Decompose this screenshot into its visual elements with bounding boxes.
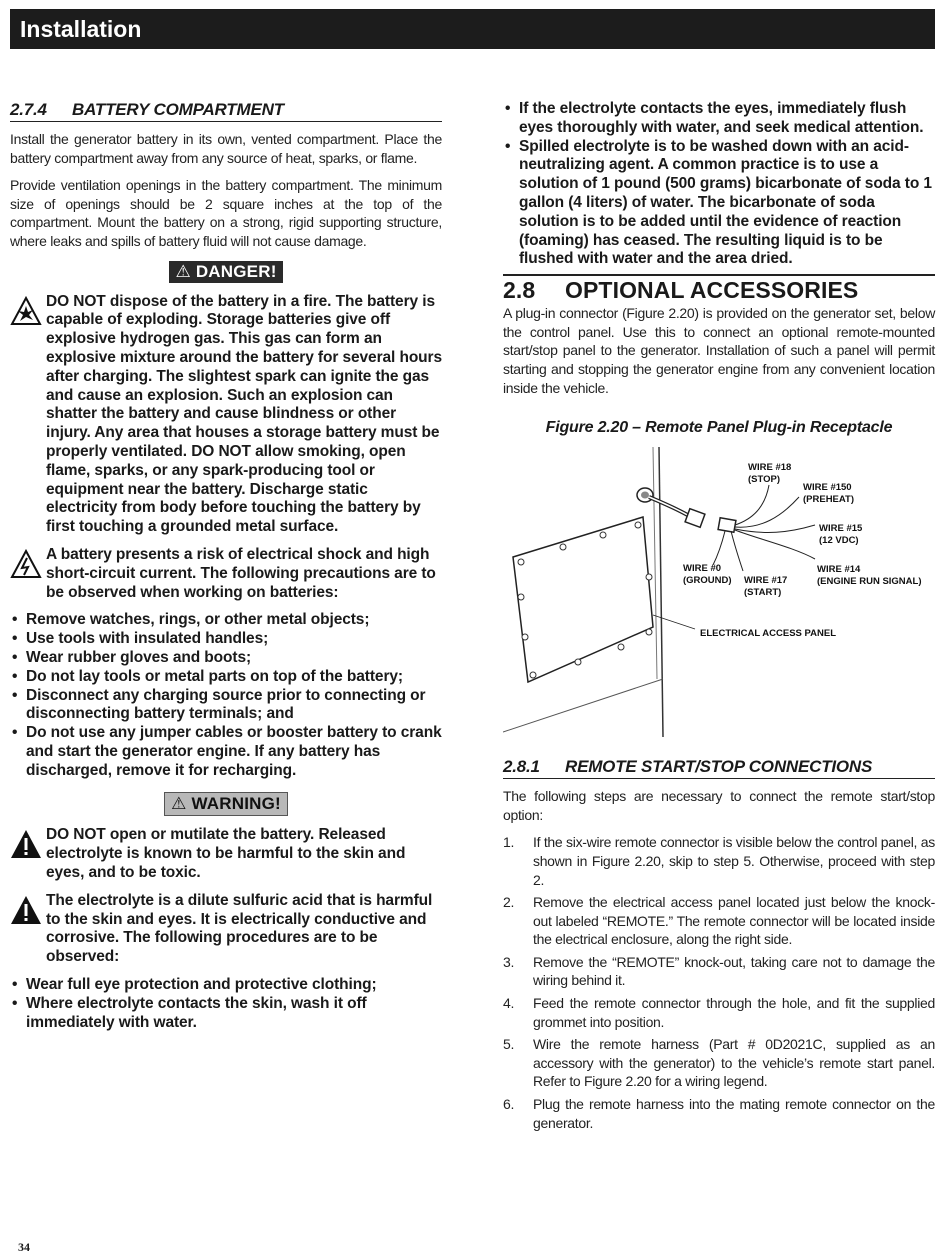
shock-warning [10,546,442,602]
remote-panel-figure [503,447,935,737]
list-item: 4. Feed the remote connector through the hole, and fit the supplied grommet into position. [503,995,935,1030]
wire0-label: WIRE #0 [683,563,722,575]
exclamation-warning-icon [10,895,42,925]
exclamation-warning-icon [10,829,42,859]
header-title: Installation [20,16,142,42]
accessories-paragraph: A plug-in connector (Figure 2.20) is provided on the generator set, below the control panel. Use this to connect an optional remote-mounted start/stop panel to the generator. Installation of such a panel will permit starting and stopping the generator engine from any convenient location inside the vehicle. [503,305,935,396]
electrolyte-warning-1 [10,826,442,882]
heading-title: REMOTE START/STOP CONNECTIONS [565,757,873,777]
right-column [503,100,935,1136]
list-item: 1. If the six-wire remote connector is visible below the control panel, as shown in Figure 2.20, skip to step 5. Otherwise, proceed with step 2. [503,834,935,888]
explosion-hazard-icon [10,296,42,326]
heading-title: OPTIONAL ACCESSORIES [565,277,859,304]
left-column [10,100,442,1032]
wire0-sublabel: (GROUND) [683,575,732,587]
danger-text: DO NOT dispose of the battery in a fire. The battery is capable of exploding. Storage batteries give off explosive hydrogen gas. This gas can form an explosive mixture around the battery for several hours after charging. The slightest spark can ignite the gas and cause an explosion. Such an explosion can shatter the battery and cause blindness or other injury. Any area that houses a storage battery must be properly ventilated. DO NOT allow smoking, open flame, sparks, or any spark-producing tool or equipment near the battery. Discharge static electricity from body before touching the battery by first touching a grounded metal surface. [46,292,443,536]
warning-text-2: The electrolyte is a dilute sulfuric acid that is harmful to the skin and eyes. It is electrically conductive and corrosive. The following procedures are to be observed: [46,891,433,966]
list-item: • Spilled electrolyte is to be washed down with an acid-neutralizing agent. A common practice is to use a solution of 1 pound (500 grams) bicarbonate of soda to 1 gallon (4 liters) of water. The bicarbonate of soda solution is to be added until the evidence of reaction (foaming) has ceased. The resulting liquid is to be flushed with water and the area dried. [503,138,935,270]
remote-intro: The following steps are necessary to connect the remote start/stop option: [503,788,935,823]
warning-label: ⚠ WARNING! [164,792,288,816]
precautions-list [10,611,442,780]
access-panel-label: ELECTRICAL ACCESS PANEL [700,628,837,640]
wire18-label: WIRE #18 [748,462,792,474]
heading-number: 2.8.1 [503,757,540,777]
wire15-label: WIRE #15 [819,523,863,535]
list-item: • Wear rubber gloves and boots; [10,649,442,668]
wire15-sublabel: (12 VDC) [819,535,859,547]
list-item: • Remove watches, rings, or other metal objects; [10,611,442,630]
warning-text-1: DO NOT open or mutilate the battery. Released electrolyte is known to be harmful to the skin and eyes, and to be toxic. [46,826,406,882]
warning-triangle-icon: ⚠ [171,794,187,814]
danger-label: ⚠ DANGER! [169,261,282,283]
heading-title: BATTERY COMPARTMENT [72,100,284,119]
page-header [10,9,935,49]
electrical-access-panel [513,517,653,682]
list-item: • Where electrolyte contacts the skin, wash it off immediately with water. [10,995,442,1033]
electrical-shock-icon [10,549,42,579]
warning-triangle-icon: ⚠ [175,261,191,281]
wire18-sublabel: (STOP) [748,474,781,486]
procedures-list-continued [503,100,935,269]
explosion-warning [10,293,442,537]
remote-panel-diagram [503,447,935,737]
optional-accessories-heading [503,274,935,304]
electrolyte-warning-2 [10,892,442,967]
list-item: • Use tools with insulated handles; [10,630,442,649]
procedures-list [10,976,442,1032]
remote-steps-list [503,833,935,1132]
harness-connector [718,518,736,533]
list-item: • If the electrolyte contacts the eyes, immediately flush eyes thoroughly with water, and seek medical attention. [503,100,935,138]
list-item: • Disconnect any charging source prior to connecting or disconnecting battery terminals; and [10,687,442,725]
list-item: • Do not lay tools or metal parts on top of the battery; [10,668,442,687]
wire150-sublabel: (PREHEAT) [803,494,855,506]
wire14-label: WIRE #14 [817,564,861,576]
wire14-sublabel: (ENGINE RUN SIGNAL) [817,576,922,588]
remote-connections-heading [503,757,935,779]
housing-edge [659,447,663,737]
list-item: • Wear full eye protection and protective clothing; [10,976,442,995]
housing-edge-inner [653,447,657,679]
label-leaders [653,615,695,629]
list-item: 3. Remove the “REMOTE” knock-out, taking care not to damage the wiring behind it. [503,953,935,989]
battery-compartment-heading [10,100,442,122]
battery-para-1: Install the generator battery in its own, vented compartment. Place the battery compartment away from any source of heat, sparks, or flame. [10,131,442,166]
list-item: • Do not use any jumper cables or booster battery to crank and start the generator engine. If any battery has discharged, remove it for recharging. [10,724,442,780]
list-item: 2. Remove the electrical access panel located just below the knock-out labeled “REMOTE.” The remote connector will be located inside the electrical enclosure, along the right side. [503,894,935,948]
shock-text: A battery presents a risk of electrical shock and high short-circuit current. The following precautions are to be observed when working on batteries: [46,545,436,601]
wire150-label: WIRE #150 [803,482,852,494]
remote-connector [685,509,705,528]
figure-caption: Figure 2.20 – Remote Panel Plug-in Receptacle [545,419,893,437]
grommet-hole [641,492,649,499]
battery-para-2: Provide ventilation openings in the battery compartment. The minimum size of openings should be 2 square inches at the top of the compartment. Mount the battery on a strong, rigid supporting structure, where leaks and spills of battery fluid will not cause damage. [10,177,442,249]
list-item: 6. Plug the remote harness into the mating remote connector on the generator. [503,1096,935,1131]
housing-floor [503,679,663,732]
heading-number: 2.8 [503,277,536,304]
wire17-label: WIRE #17 [744,575,788,587]
heading-number: 2.7.4 [10,100,47,119]
wire17-sublabel: (START) [744,587,782,599]
page-number: 34 [18,1240,30,1254]
list-item: 5. Wire the remote harness (Part # 0D2021C, supplied as an accessory with the generator) to the vehicle’s remote start panel. Refer to Figure 2.20 for a wiring legend. [503,1036,935,1090]
